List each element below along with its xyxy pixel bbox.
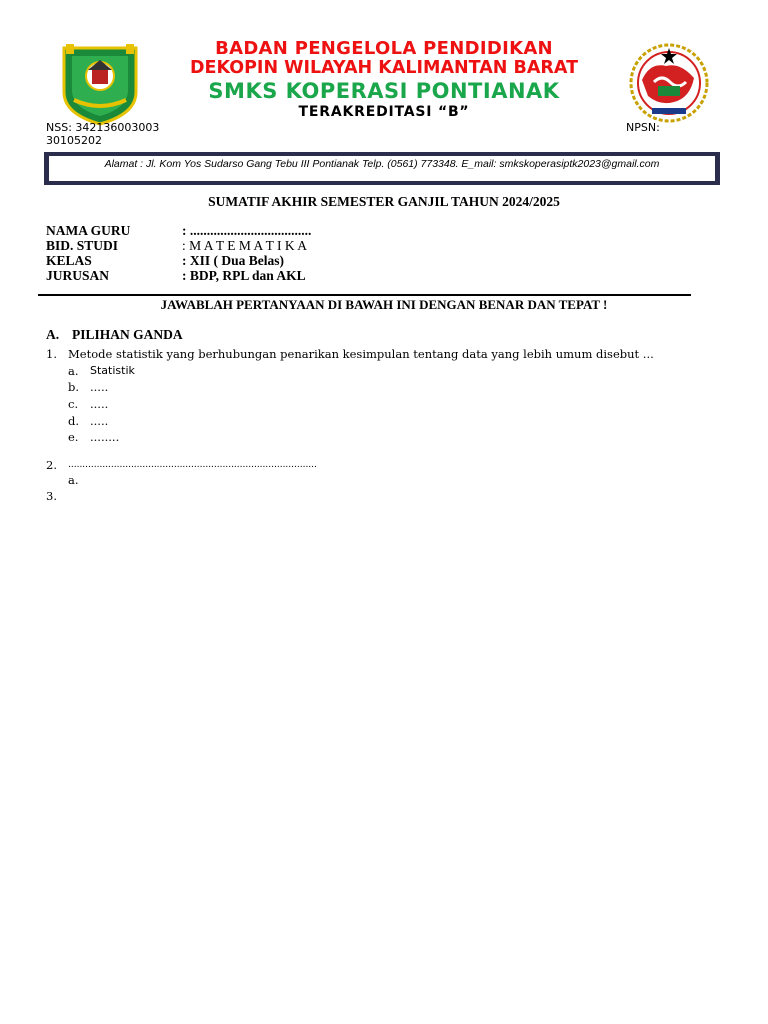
meta-value: [182, 238, 307, 254]
option-text: Statistik: [90, 364, 135, 377]
section-letter: A.: [46, 327, 60, 342]
question-number: 3.: [46, 489, 57, 503]
option-letter: b.: [68, 380, 80, 394]
header-line-2: DEKOPIN WILAYAH KALIMANTAN BARAT: [189, 58, 579, 78]
option-text: ........: [90, 430, 120, 444]
address-text: Alamat : Jl. Kom Yos Sudarso Gang Tebu III Pontianak Telp. (0561) 773348. E_mail: smkskoperasiptk2023@gmail.com: [104, 158, 660, 170]
section-heading: [46, 327, 346, 345]
option-letter: e.: [68, 430, 79, 444]
question-number: 1.: [46, 347, 57, 361]
section-title: PILIHAN GANDA: [72, 327, 183, 342]
option-text: .....: [90, 414, 109, 428]
address-box-inner: [49, 156, 715, 181]
school-name: SMKS KOPERASI PONTIANAK: [208, 79, 560, 103]
meta-value: : XII ( Dua Belas): [182, 253, 285, 268]
meta-value: : BDP, RPL dan AKL: [182, 268, 306, 283]
question-1-option-c: [0, 397, 768, 411]
meta-value-text: : M A T E M A T I K A: [182, 238, 308, 253]
question-1-option-a: [0, 364, 768, 378]
nss-line-2: 30105202: [46, 134, 102, 147]
nss-line-1: NSS: 342136003003: [46, 121, 160, 134]
exam-title: SUMATIF AKHIR SEMESTER GANJIL TAHUN 2024/2025: [208, 194, 560, 209]
question-1-option-e: [0, 430, 768, 444]
question-2: [0, 458, 768, 472]
question-1-option-b: [0, 380, 768, 394]
question-text: Metode statistik yang berhubungan penarikan kesimpulan tentang data yang lebih umum disebut ...: [68, 347, 654, 361]
divider: [38, 294, 691, 296]
question-1-option-d: [0, 414, 768, 428]
option-text: .....: [90, 397, 109, 411]
option-text: .....: [90, 380, 109, 394]
option-letter: a.: [68, 473, 79, 487]
meta-value: : ....................................: [182, 223, 312, 238]
meta-label: JURUSAN: [46, 268, 110, 283]
question-1: [0, 347, 768, 361]
question-text: .......................................................................................: [68, 460, 317, 470]
meta-label: KELAS: [46, 253, 92, 268]
question-number: 2.: [46, 458, 57, 472]
instruction: JAWABLAH PERTANYAAN DI BAWAH INI DENGAN BENAR DAN TEPAT !: [160, 297, 608, 312]
header-line-1: BADAN PENGELOLA PENDIDIKAN: [215, 38, 553, 59]
meta-label: NAMA GURU: [46, 223, 131, 238]
npsn-number: NPSN:: [626, 121, 660, 134]
question-3: [0, 489, 768, 503]
option-letter: c.: [68, 397, 79, 411]
address-box: [44, 152, 720, 185]
west-kalimantan-emblem-icon: [58, 42, 142, 126]
accreditation: TERAKREDITASI “B”: [298, 104, 470, 120]
koperasi-indonesia-emblem-icon: [620, 42, 718, 124]
meta-label: BID. STUDI: [46, 238, 119, 253]
nss-number: [46, 121, 159, 147]
option-letter: d.: [68, 414, 80, 428]
option-letter: a.: [68, 364, 79, 378]
question-2-option-a: [0, 473, 768, 487]
